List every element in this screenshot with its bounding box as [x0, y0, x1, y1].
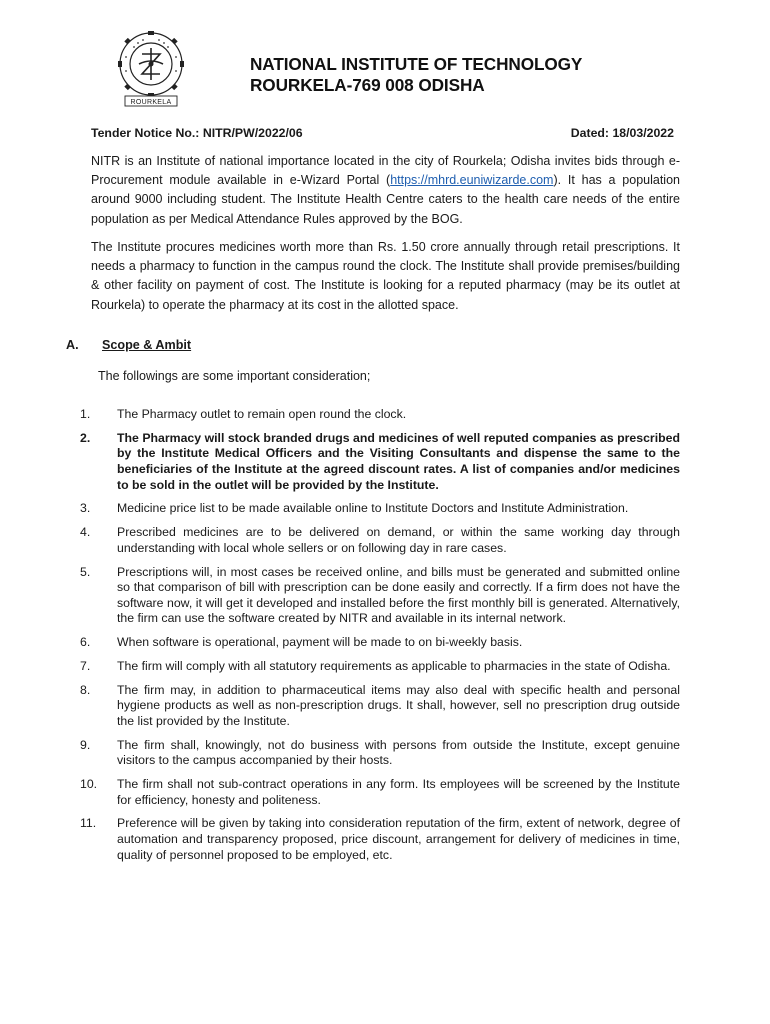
list-item-number: 4. [80, 525, 91, 540]
tender-date: Dated: 18/03/2022 [570, 126, 674, 140]
list-item [80, 816, 680, 863]
procurement-paragraph: The Institute procures medicines worth more than Rs. 1.50 crore annually through retail prescriptions. It needs a pharmacy to function in the campus round the clock. The Institute shall provide premises/building & other facility on payment of cost. The Institute is looking for a reputed pharmacy (may be its outlet at Rourkela) to operate the pharmacy at its cost in the allotted space. [91, 240, 680, 312]
list-item-number: 6. [80, 635, 91, 650]
list-item-number: 9. [80, 737, 91, 752]
list-item-number: 11. [80, 816, 97, 831]
list-item-text: When software is operational, payment will be made to on bi-weekly basis. [117, 635, 523, 650]
list-item-text: Medicine price list to be made available online to Institute Doctors and Institute Administration. [117, 501, 629, 516]
list-item-text: Prescribed medicines are to be delivered on demand, or within the same working day through understanding with local whole sellers or on following day in rare cases. [117, 525, 680, 555]
list-item-number: 7. [80, 658, 91, 673]
seal-label: ROURKELA [130, 99, 172, 106]
list-item-text: The Pharmacy will stock branded drugs and medicines of well reputed companies as prescribed by the Institute Medical Officers and the Visiting Consultants and dispense the same to the beneficiaries of the Institute at the agreed discount rates. A list of companies and/or medicines to be sold in the outlet will be provided by the Institute. [117, 430, 680, 492]
institute-title [250, 54, 582, 96]
section-intro: The followings are some important consideration; [98, 369, 371, 383]
list-item [80, 431, 680, 493]
nitr-seal-icon [112, 30, 190, 108]
list-item-number: 5. [80, 564, 91, 579]
section-title: Scope & Ambit [102, 338, 192, 352]
list-item-text: The firm shall, knowingly, not do business with persons from outside the Institute, except genuine visitors to the campus accompanied by their hosts. [117, 737, 680, 768]
list-item [80, 777, 680, 808]
list-item-text: Prescriptions will, in most cases be received online, and bills must be generated and submitted online so that comparison of bill with prescription can be done easily and correctly. If a firm does not have the software now, it will get it developed and installed before the first monthly bill is generated. Alternatively, the firm can use the software created by NITR and available in its internal network. [117, 564, 680, 626]
list-item-number: 8. [80, 682, 91, 697]
list-item [80, 635, 680, 651]
list-item-text: The Pharmacy outlet to remain open round the clock. [117, 407, 407, 421]
list-item-number: 1. [80, 407, 91, 421]
list-item-text: The firm may, in addition to pharmaceutical items may also deal with specific health and personal hygiene products as well as non-prescription drugs. It shall, however, sell no prescription drug outside the list provided by the Institute. [117, 682, 680, 728]
list-item [80, 683, 680, 730]
tender-notice-number: Tender Notice No.: NITR/PW/2022/06 [91, 126, 303, 140]
list-item-text: The firm shall not sub-contract operations in any form. Its employees will be screened by the Institute for efficiency, honesty and politeness. [117, 776, 680, 807]
list-item-number: 2. [80, 430, 91, 445]
list-item-text: The firm will comply with all statutory requirements as applicable to pharmacies in the state of Odisha. [117, 658, 671, 673]
tender-row [91, 126, 674, 140]
list-item [80, 407, 680, 423]
considerations-list [80, 407, 680, 871]
para1-text-a: NITR is an Institute of national importance located in the city of Rourkela; Odisha invites bids through e-Procurement module available in e-Wizard Portal ( [91, 154, 680, 188]
title-line-1: NATIONAL INSTITUTE OF TECHNOLOGY [250, 54, 583, 74]
section-heading [66, 338, 191, 352]
list-item-number: 10. [80, 776, 98, 791]
list-item-text: Preference will be given by taking into consideration reputation of the firm, extent of network, degree of automation and transparency proposed, price discount, arrangement for delivery of medicines in time, quality of personnel proposed to be employed, etc. [117, 816, 680, 862]
list-item [80, 501, 680, 517]
section-letter: A. [66, 338, 79, 352]
list-item [80, 525, 680, 556]
list-item-number: 3. [80, 501, 91, 516]
intro-paragraph [91, 152, 680, 229]
title-line-2: ROURKELA-769 008 ODISHA [250, 75, 485, 95]
list-item [80, 738, 680, 769]
list-item [80, 565, 680, 627]
para1-text-b: ). It has a population around 9000 including student. The Institute Health Centre caters to the health care needs of the entire population as per Medical Attendance Rules approved by the BOG. [91, 173, 680, 226]
list-item [80, 659, 680, 675]
portal-link[interactable]: https://mhrd.euniwizarde.com [390, 173, 554, 188]
